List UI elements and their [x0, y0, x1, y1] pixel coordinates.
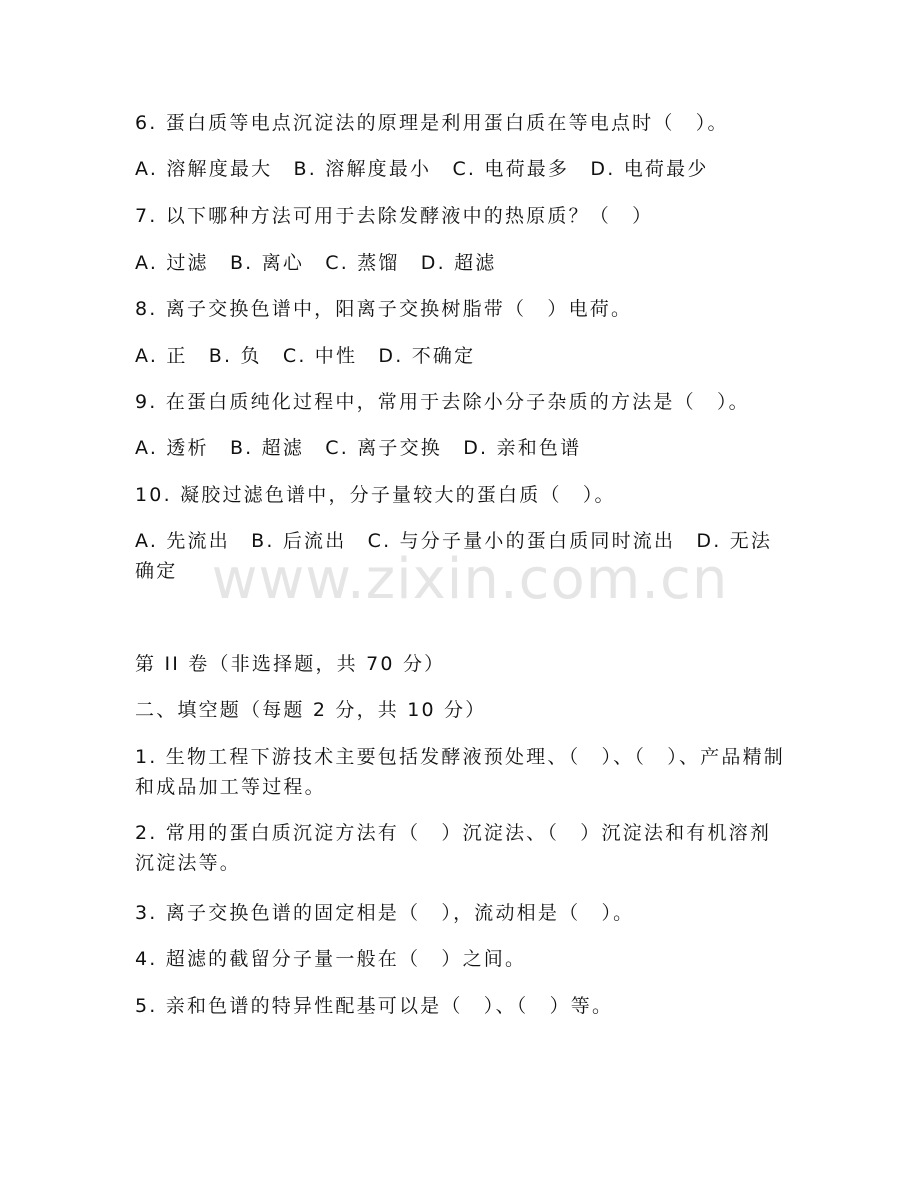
part-title: 二、填空题（每题 2 分，共 10 分） — [135, 699, 487, 721]
fill-blank-2: 2. 常用的蛋白质沉淀方法有（ ）沉淀法、（ ）沉淀法和有机溶剂沉淀法等。 — [135, 822, 772, 874]
question-8-stem: 8. 离子交换色谱中，阳离子交换树脂带（ ）电荷。 — [135, 298, 633, 320]
watermark: www.zixin.com.cn — [211, 547, 729, 612]
fill-blank-5: 5. 亲和色谱的特异性配基可以是（ ）、（ ）等。 — [135, 995, 614, 1017]
question-9-options: A. 透析 B. 超滤 C. 离子交换 D. 亲和色谱 — [135, 437, 582, 459]
fill-blank-1: 1. 生物工程下游技术主要包括发酵液预处理、（ ）、（ ）、产品精制和成品加工等过程。 — [135, 746, 785, 798]
question-6-stem: 6. 蛋白质等电点沉淀法的原理是利用蛋白质在等电点时（ ）。 — [135, 112, 729, 134]
question-10-stem: 10. 凝胶过滤色谱中，分子量较大的蛋白质（ ）。 — [135, 484, 616, 506]
question-7-options: A. 过滤 B. 离心 C. 蒸馏 D. 超滤 — [135, 252, 497, 274]
question-6-options: A. 溶解度最大 B. 溶解度最小 C. 电荷最多 D. 电荷最少 — [135, 158, 709, 180]
question-8-options: A. 正 B. 负 C. 中性 D. 不确定 — [135, 345, 476, 367]
question-10-options: A. 先流出 B. 后流出 C. 与分子量小的蛋白质同时流出 D. 无法确定 — [135, 530, 773, 582]
question-9-stem: 9. 在蛋白质纯化过程中，常用于去除小分子杂质的方法是（ ）。 — [135, 391, 750, 413]
fill-blank-4: 4. 超滤的截留分子量一般在（ ）之间。 — [135, 948, 527, 970]
fill-blank-3: 3. 离子交换色谱的固定相是（ ），流动相是（ ）。 — [135, 902, 635, 924]
volume-title: 第 II 卷（非选择题，共 70 分） — [135, 653, 446, 675]
question-7-stem: 7. 以下哪种方法可用于去除发酵液中的热原质？（ ） — [135, 205, 654, 227]
